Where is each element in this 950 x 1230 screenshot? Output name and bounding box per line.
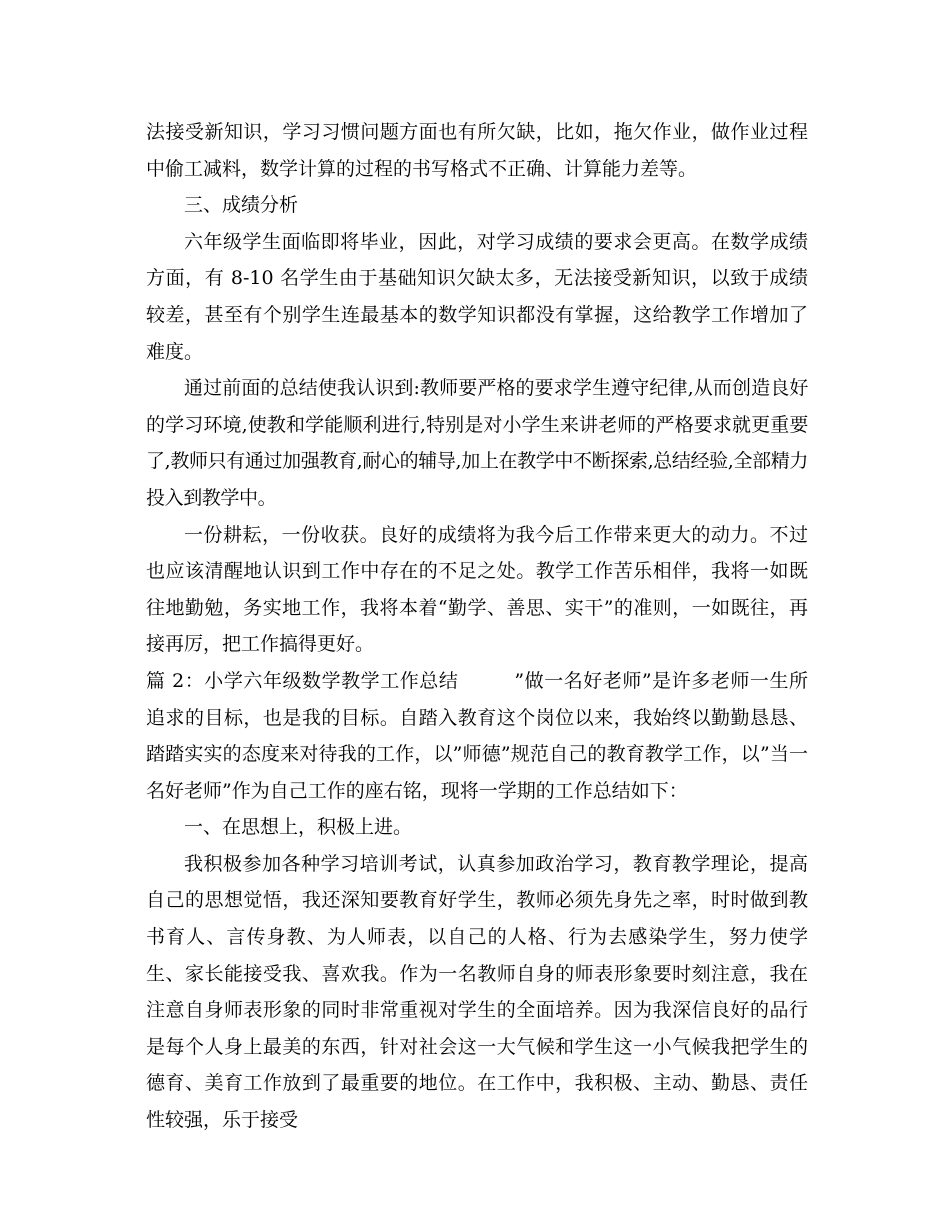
section-2-heading: 篇 2：小学六年级数学教学工作总结 — [146, 669, 459, 692]
paragraph-summary-insight: 通过前面的总结使我认识到:教师要严格的要求学生遵守纪律,从而创造良好的学习环境,使教和学能顺利进行,特别是对小学生来讲老师的严格要求就更重要了,教师只有通过加强教育,耐心的辅导,加上在教学中不断探索,总结经验,全部精力投入到教学中。 — [146, 377, 808, 509]
document-body — [146, 114, 808, 1139]
paragraph-closing: 一份耕耘，一份收获。良好的成绩将为我今后工作带来更大的动力。不过也应该清醒地认识到工作中存在的不足之处。教学工作苦乐相伴，我将一如既往地勤勉，务实地工作，我将本着“勤学、善思、实干”的准则，一如既往，再接再厉，把工作搞得更好。 — [146, 523, 808, 656]
paragraph-continued: 法接受新知识，学习习惯问题方面也有所欠缺，比如，拖欠作业，做作业过程中偷工减料，数学计算的过程的书写格式不正确、计算能力差等。 — [146, 121, 808, 180]
paragraph-ideology-body: 我积极参加各种学习培训考试，认真参加政治学习，教育教学理论，提高自己的思想觉悟，我还深知要教育好学生，教师必须先身先之率，时时做到教书育人、言传身教、为人师表，以自己的人格、行为去感染学生，努力使学生、家长能接受我、喜欢我。作为一名教师自身的师表形象要时刻注意，我在注意自身师表形象的同时非常重视对学生的全面培养。因为我深信良好的品行是每个人身上最美的东西，针对社会这一大气候和学生这一小气候我把学生的德育、美育工作放到了最重要的地位。在工作中，我积极、主动、勤恳、责任性较强，乐于接受 — [146, 852, 808, 1132]
section-heading-score-analysis: 三、成绩分析 — [184, 194, 299, 217]
section-2-block — [146, 663, 808, 809]
paragraph-score-analysis: 六年级学生面临即将毕业，因此，对学习成绩的要求会更高。在数学成绩方面，有 8-10 名学生由于基础知识欠缺太多，无法接受新知识，以致于成绩较差，甚至有个别学生连最基本的数学知识都没有掌握，这给教学工作增加了难度。 — [146, 230, 808, 363]
section-2-lead: ”做一名好老师”是许多老师一生所追求的目标，也是我的目标。自踏入教育这个岗位以来，我始终以勤勤恳恳、踏踏实实的态度来对待我的工作，以”师德”规范自己的教育教学工作，以”当一名好老师”作为自己工作的座右铭，现将一学期的工作总结如下： — [146, 669, 808, 802]
subheading-ideology: 一、在思想上，积极上进。 — [184, 816, 413, 839]
